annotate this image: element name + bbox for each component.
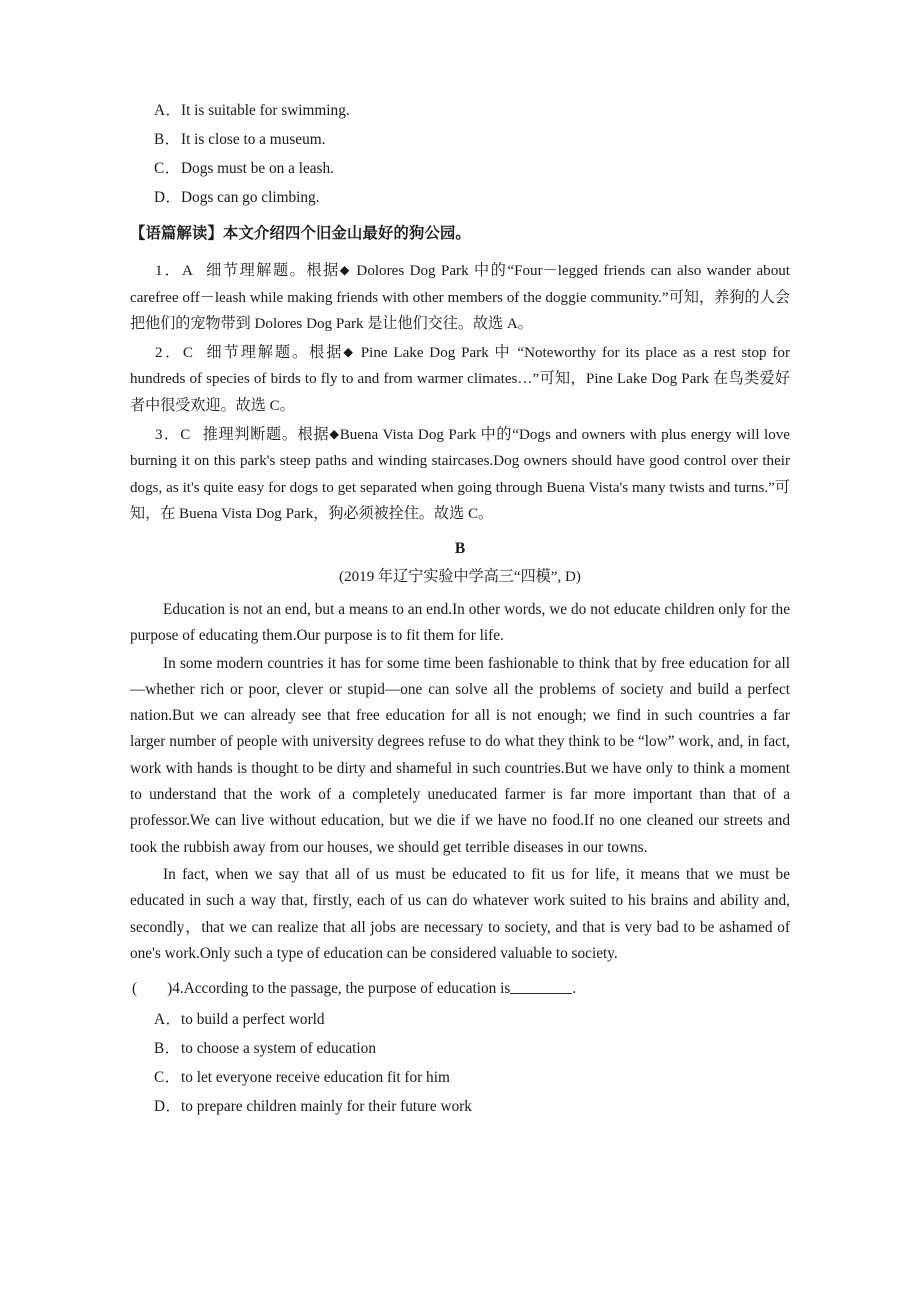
explanation-item-2	[130, 339, 790, 420]
option-letter: C．	[154, 1069, 181, 1087]
option-text: to choose a system of education	[181, 1040, 376, 1058]
explanation-body: Pine Lake Dog Park 中 “Noteworthy for its place as a rest stop for hundreds of species of birds to fly to and from warmer climates…”可知，Pine Lake Dog Park 在鸟类爱好者中很受欢迎。故选 C。	[130, 344, 790, 414]
explanation-body: Buena Vista Dog Park 中的“Dogs and owners with plus energy will love burning it on this park's steep paths and winding staircases.Dog owners should have good control over their dogs, as it's quite easy for dogs to get separated when going through Buena Vista's many twists and turns.”可知，在 Buena Vista Dog Park，狗必须被拴住。故选 C。	[130, 426, 791, 523]
page-content	[130, 100, 790, 1125]
explanation-number: 1．A	[155, 263, 194, 279]
option-row-d	[130, 1096, 790, 1118]
diamond-bullet-icon: ◆	[329, 426, 340, 441]
option-text: to let everyone receive education fit for him	[181, 1069, 450, 1087]
option-text: to build a perfect world	[181, 1011, 325, 1029]
diamond-bullet-icon: ◆	[339, 263, 352, 277]
option-letter: C．	[154, 160, 181, 177]
option-letter: B．	[154, 1040, 181, 1058]
option-row-b	[130, 129, 790, 151]
option-row-a	[130, 1009, 790, 1031]
explanation-body: Dolores Dog Park 中的“Four－legged friends can also wander about carefree off－leash while making friends with other members of the doggie community.”可知，养狗的人会把他们的宠物带到 Dolores Dog Park 是让他们交往。故选 A。	[130, 263, 790, 333]
explanation-list	[130, 257, 790, 528]
option-letter: B．	[154, 131, 181, 148]
option-letter: D．	[154, 189, 182, 206]
passage-paragraph-3: In fact, when we say that all of us must be educated to fit us for life, it means that we must be educated in such a way that, firstly, each of us can do whatever work suited to his brains and ability and, secondly，that we can realize that all jobs are necessary to society, and that is very bad to be ashamed of one's work.Only such a type of education can be considered valuable to society.	[130, 865, 790, 962]
question-4-options-list	[130, 1009, 790, 1118]
answer-paren-open: (	[132, 980, 138, 998]
passage-paragraph-1: Education is not an end, but a means to an end.In other words, we do not educate children only for the purpose of educating them.Our purpose is to fit them for life.	[130, 600, 790, 645]
explanation-type: 推理判断题。根据	[201, 426, 330, 443]
option-text: Dogs can go climbing.	[181, 189, 320, 206]
option-row-c	[130, 1067, 790, 1089]
explanation-number: 2．C	[155, 344, 194, 361]
diamond-bullet-icon: ◆	[343, 344, 355, 359]
option-letter: A．	[154, 1011, 182, 1029]
question-text: 4.According to the passage, the purpose of education is	[172, 980, 511, 998]
section-heading-b: B	[454, 539, 466, 557]
explanation-number: 3．C	[155, 426, 191, 443]
option-text: It is suitable for swimming.	[181, 102, 350, 119]
option-text: to prepare children mainly for their future work	[181, 1098, 472, 1116]
question-4-stem	[130, 976, 790, 1002]
option-row-b	[130, 1038, 790, 1060]
option-text: It is close to a museum.	[181, 131, 326, 148]
explanation-type: 细节理解题。根据	[204, 263, 340, 279]
option-row-a	[130, 100, 790, 122]
option-letter: A．	[154, 102, 182, 119]
option-text: Dogs must be on a leash.	[181, 160, 334, 177]
option-letter: D．	[154, 1098, 182, 1116]
question-period: .	[572, 980, 577, 998]
option-row-d	[130, 187, 790, 209]
part-a-options-list	[130, 100, 790, 209]
explanation-item-3	[130, 421, 790, 528]
explanation-item-1	[130, 257, 790, 338]
option-row-c	[130, 158, 790, 180]
section-source-line: (2019 年辽宁实验中学高三“四模”, D)	[339, 568, 581, 585]
fill-in-blank[interactable]	[510, 993, 572, 994]
passage-note: 【语篇解读】本文介绍四个旧金山最好的狗公园。	[130, 225, 471, 242]
answer-paren-close: )	[167, 980, 173, 998]
passage-paragraph-2: In some modern countries it has for some time been fashionable to think that by free education for all—whether rich or poor, clever or stupid—one can solve all the problems of society and build a perfect nation.But we can already see that free education for all is not enough; we find in such countries a far larger number of people with university degrees refuse to do what they think to be “low” work, and, in fact, work with hands is thought to be dirty and shameful in such countries.But we have only to think a moment to understand that the work of a completely uneducated farmer is far more important than that of a professor.We can live without education, but we die if we have no food.If no one cleaned our streets and took the rubbish away from our houses, we should get terrible diseases in our towns.	[130, 654, 790, 856]
explanation-type: 细节理解题。根据	[204, 344, 344, 361]
